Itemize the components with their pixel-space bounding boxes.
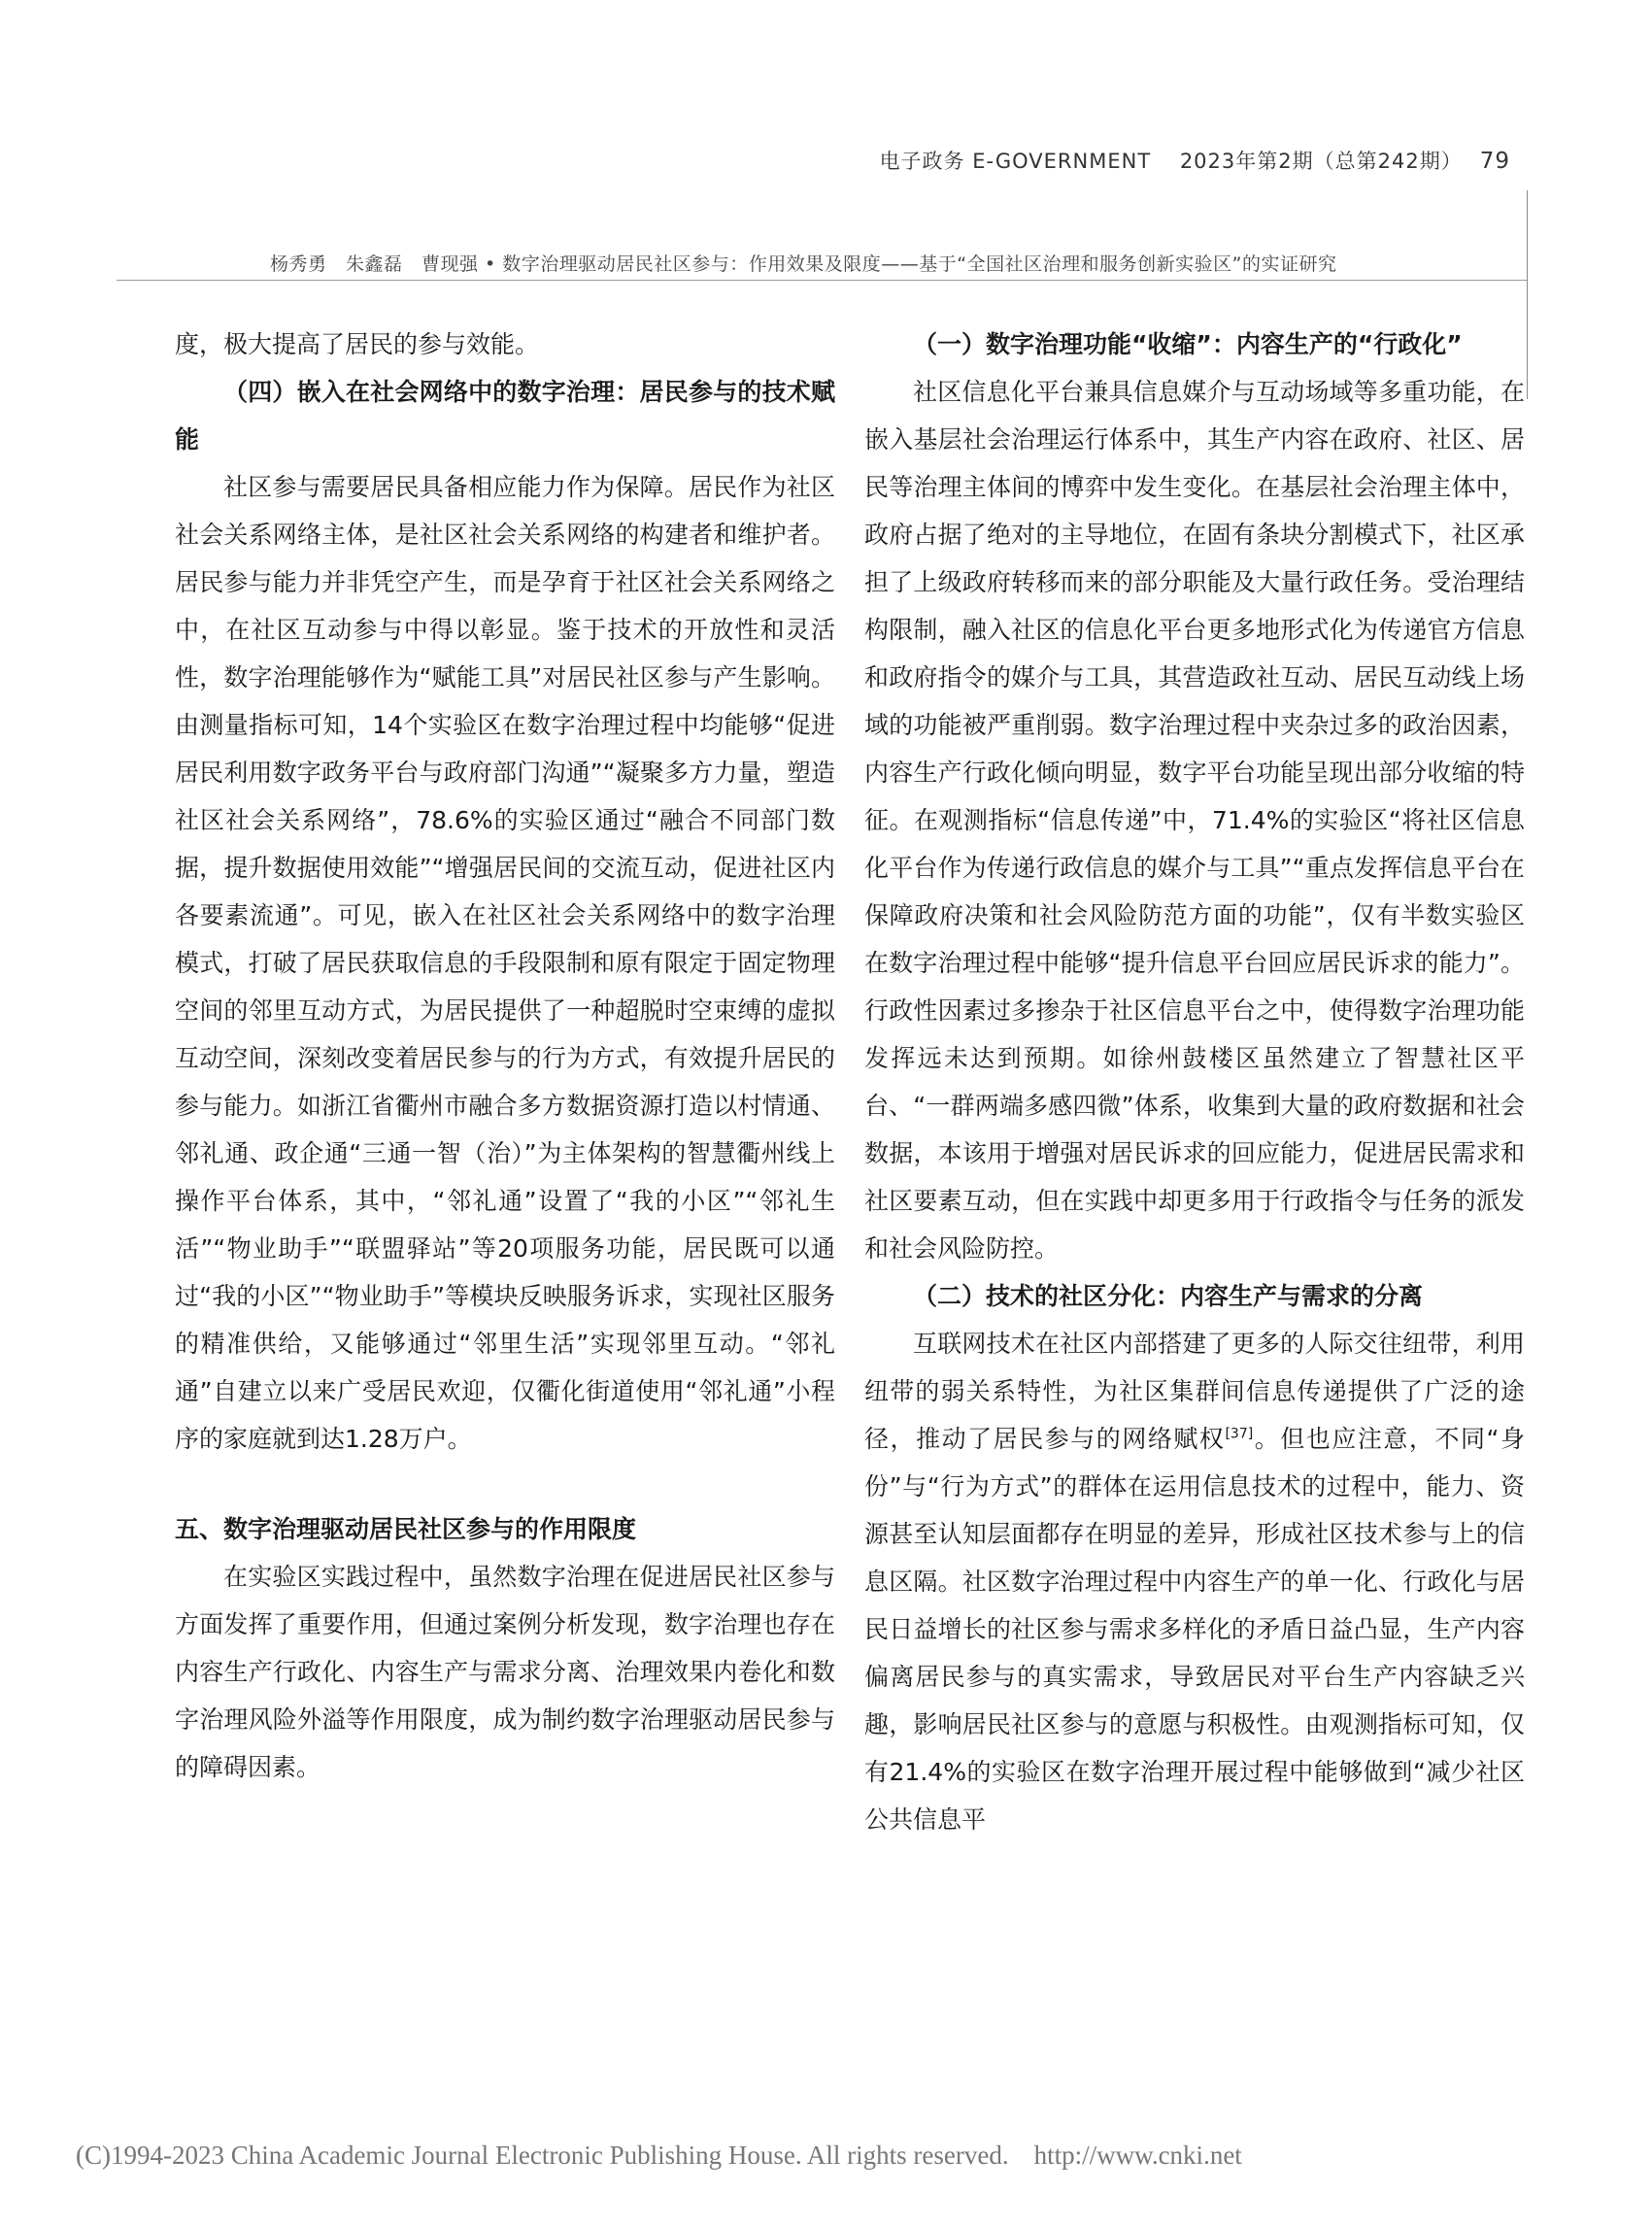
copyright-text: (C)1994-2023 China Academic Journal Electronic Publishing House. All rights reserved.	[76, 2141, 1009, 2170]
citation-ref[interactable]: [37]	[1225, 1426, 1254, 1442]
journal-header	[880, 146, 1510, 175]
paragraph: 社区信息化平台兼具信息媒介与互动场域等多重功能，在嵌入基层社会治理运行体系中，其生产内容在政府、社区、居民等治理主体间的博弈中发生变化。在基层社会治理主体中，政府占据了绝对的主导地位，在固有条块分割模式下，社区承担了上级政府转移而来的部分职能及大量行政任务。受治理结构限制，融入社区的信息化平台更多地形式化为传递官方信息和政府指令的媒介与工具，其营造政社互动、居民互动线上场域的功能被严重削弱。数字治理过程中夹杂过多的政治因素，内容生产行政化倾向明显，数字平台功能呈现出部分收缩的特征。在观测指标“信息传递”中，71.4%的实验区“将社区信息化平台作为传递行政信息的媒介与工具”“重点发挥信息平台在保障政府决策和社会风险防范方面的功能”，仅有半数实验区在数字治理过程中能够“提升信息平台回应居民诉求的能力”。行政性因素过多掺杂于社区信息平台之中，使得数字治理功能发挥远未达到预期。如徐州鼓楼区虽然建立了智慧社区平台、“一群两端多感四微”体系，收集到大量的政府数据和社会数据，本该用于增强对居民诉求的回应能力，促进居民需求和社区要素互动，但在实践中却更多用于行政指令与任务的派发和社会风险防控。	[864, 378, 1525, 1263]
copyright-footer	[76, 2141, 1242, 2171]
right-column	[864, 320, 1525, 1843]
subheading: （二）技术的社区分化：内容生产与需求的分离	[913, 1282, 1424, 1310]
header-vertical-rule	[1527, 190, 1528, 399]
subheading: （一）数字治理功能“收缩”：内容生产的“行政化”	[913, 330, 1463, 358]
paragraph: 社区参与需要居民具备相应能力作为保障。居民作为社区社会关系网络主体，是社区社会关系网络的构建者和维护者。居民参与能力并非凭空产生，而是孕育于社区社会关系网络之中，在社区互动参与中得以彰显。鉴于技术的开放性和灵活性，数字治理能够作为“赋能工具”对居民社区参与产生影响。由测量指标可知，14个实验区在数字治理过程中均能够“促进居民利用数字政务平台与政府部门沟通”“凝聚多方力量，塑造社区社会关系网络”，78.6%的实验区通过“融合不同部门数据，提升数据使用效能”“增强居民间的交流互动，促进社区内各要素流通”。可见，嵌入在社区社会关系网络中的数字治理模式，打破了居民获取信息的手段限制和原有限定于固定物理空间的邻里互动方式，为居民提供了一种超脱时空束缚的虚拟互动空间，深刻改变着居民参与的行为方式，有效提升居民的参与能力。如浙江省衢州市融合多方数据资源打造以村情通、邻礼通、政企通“三通一智（治）”为主体架构的智慧衢州线上操作平台体系，其中，“邻礼通”设置了“我的小区”“邻礼生活”“物业助手”“联盟驿站”等20项服务功能，居民既可以通过“我的小区”“物业助手”等模块反映服务诉求，实现社区服务的精准供给，又能够通过“邻里生活”实现邻里互动。“邻礼通”自建立以来广受居民欢迎，仅衢化街道使用“邻礼通”小程序的家庭就到达1.28万户。	[175, 473, 835, 1453]
section-heading: 五、数字治理驱动居民社区参与的作用限度	[175, 1515, 637, 1543]
paragraph	[864, 1320, 1525, 1843]
left-column	[175, 320, 835, 1791]
paragraph-text: 。但也应注意，不同“身份”与“行为方式”的群体在运用信息技术的过程中，能力、资源甚至认知层面都存在明显的差异，形成社区技术参与上的信息区隔。社区数字治理过程中内容生产的单一化、行政化与居民日益增长的社区参与需求多样化的矛盾日益凸显，生产内容偏离居民参与的真实需求，导致居民对平台生产内容缺乏兴趣，影响居民社区参与的意愿与积极性。由观测指标可知，仅有21.4%的实验区在数字治理开展过程中能够做到“减少社区公共信息平	[864, 1425, 1525, 1834]
subheading: （四）嵌入在社会网络中的数字治理：居民参与的技术赋能	[175, 378, 835, 454]
paragraph-text: 互联网技术在社区内部搭建了更多的人际交往纽带，利用纽带的弱关系特性，为社区集群间信息传递提供了广泛的途径，推动了居民参与的网络赋权	[864, 1330, 1525, 1453]
header-divider	[117, 280, 1527, 281]
running-title: 杨秀勇 朱鑫磊 曹现强 • 数字治理驱动居民社区参与：作用效果及限度——基于“全国社区治理和服务创新实验区”的实证研究	[270, 253, 1337, 275]
page-number: 79	[1479, 149, 1510, 174]
journal-title: 电子政务 E-GOVERNMENT 2023年第2期（总第242期）	[879, 150, 1463, 173]
footer-link[interactable]: http://www.cnki.net	[1033, 2141, 1242, 2170]
paragraph: 度，极大提高了居民的参与效能。	[175, 330, 540, 358]
paragraph: 在实验区实践过程中，虽然数字治理在促进居民社区参与方面发挥了重要作用，但通过案例分析发现，数字治理也存在内容生产行政化、内容生产与需求分离、治理效果内卷化和数字治理风险外溢等作用限度，成为制约数字治理驱动居民参与的障碍因素。	[175, 1563, 835, 1781]
